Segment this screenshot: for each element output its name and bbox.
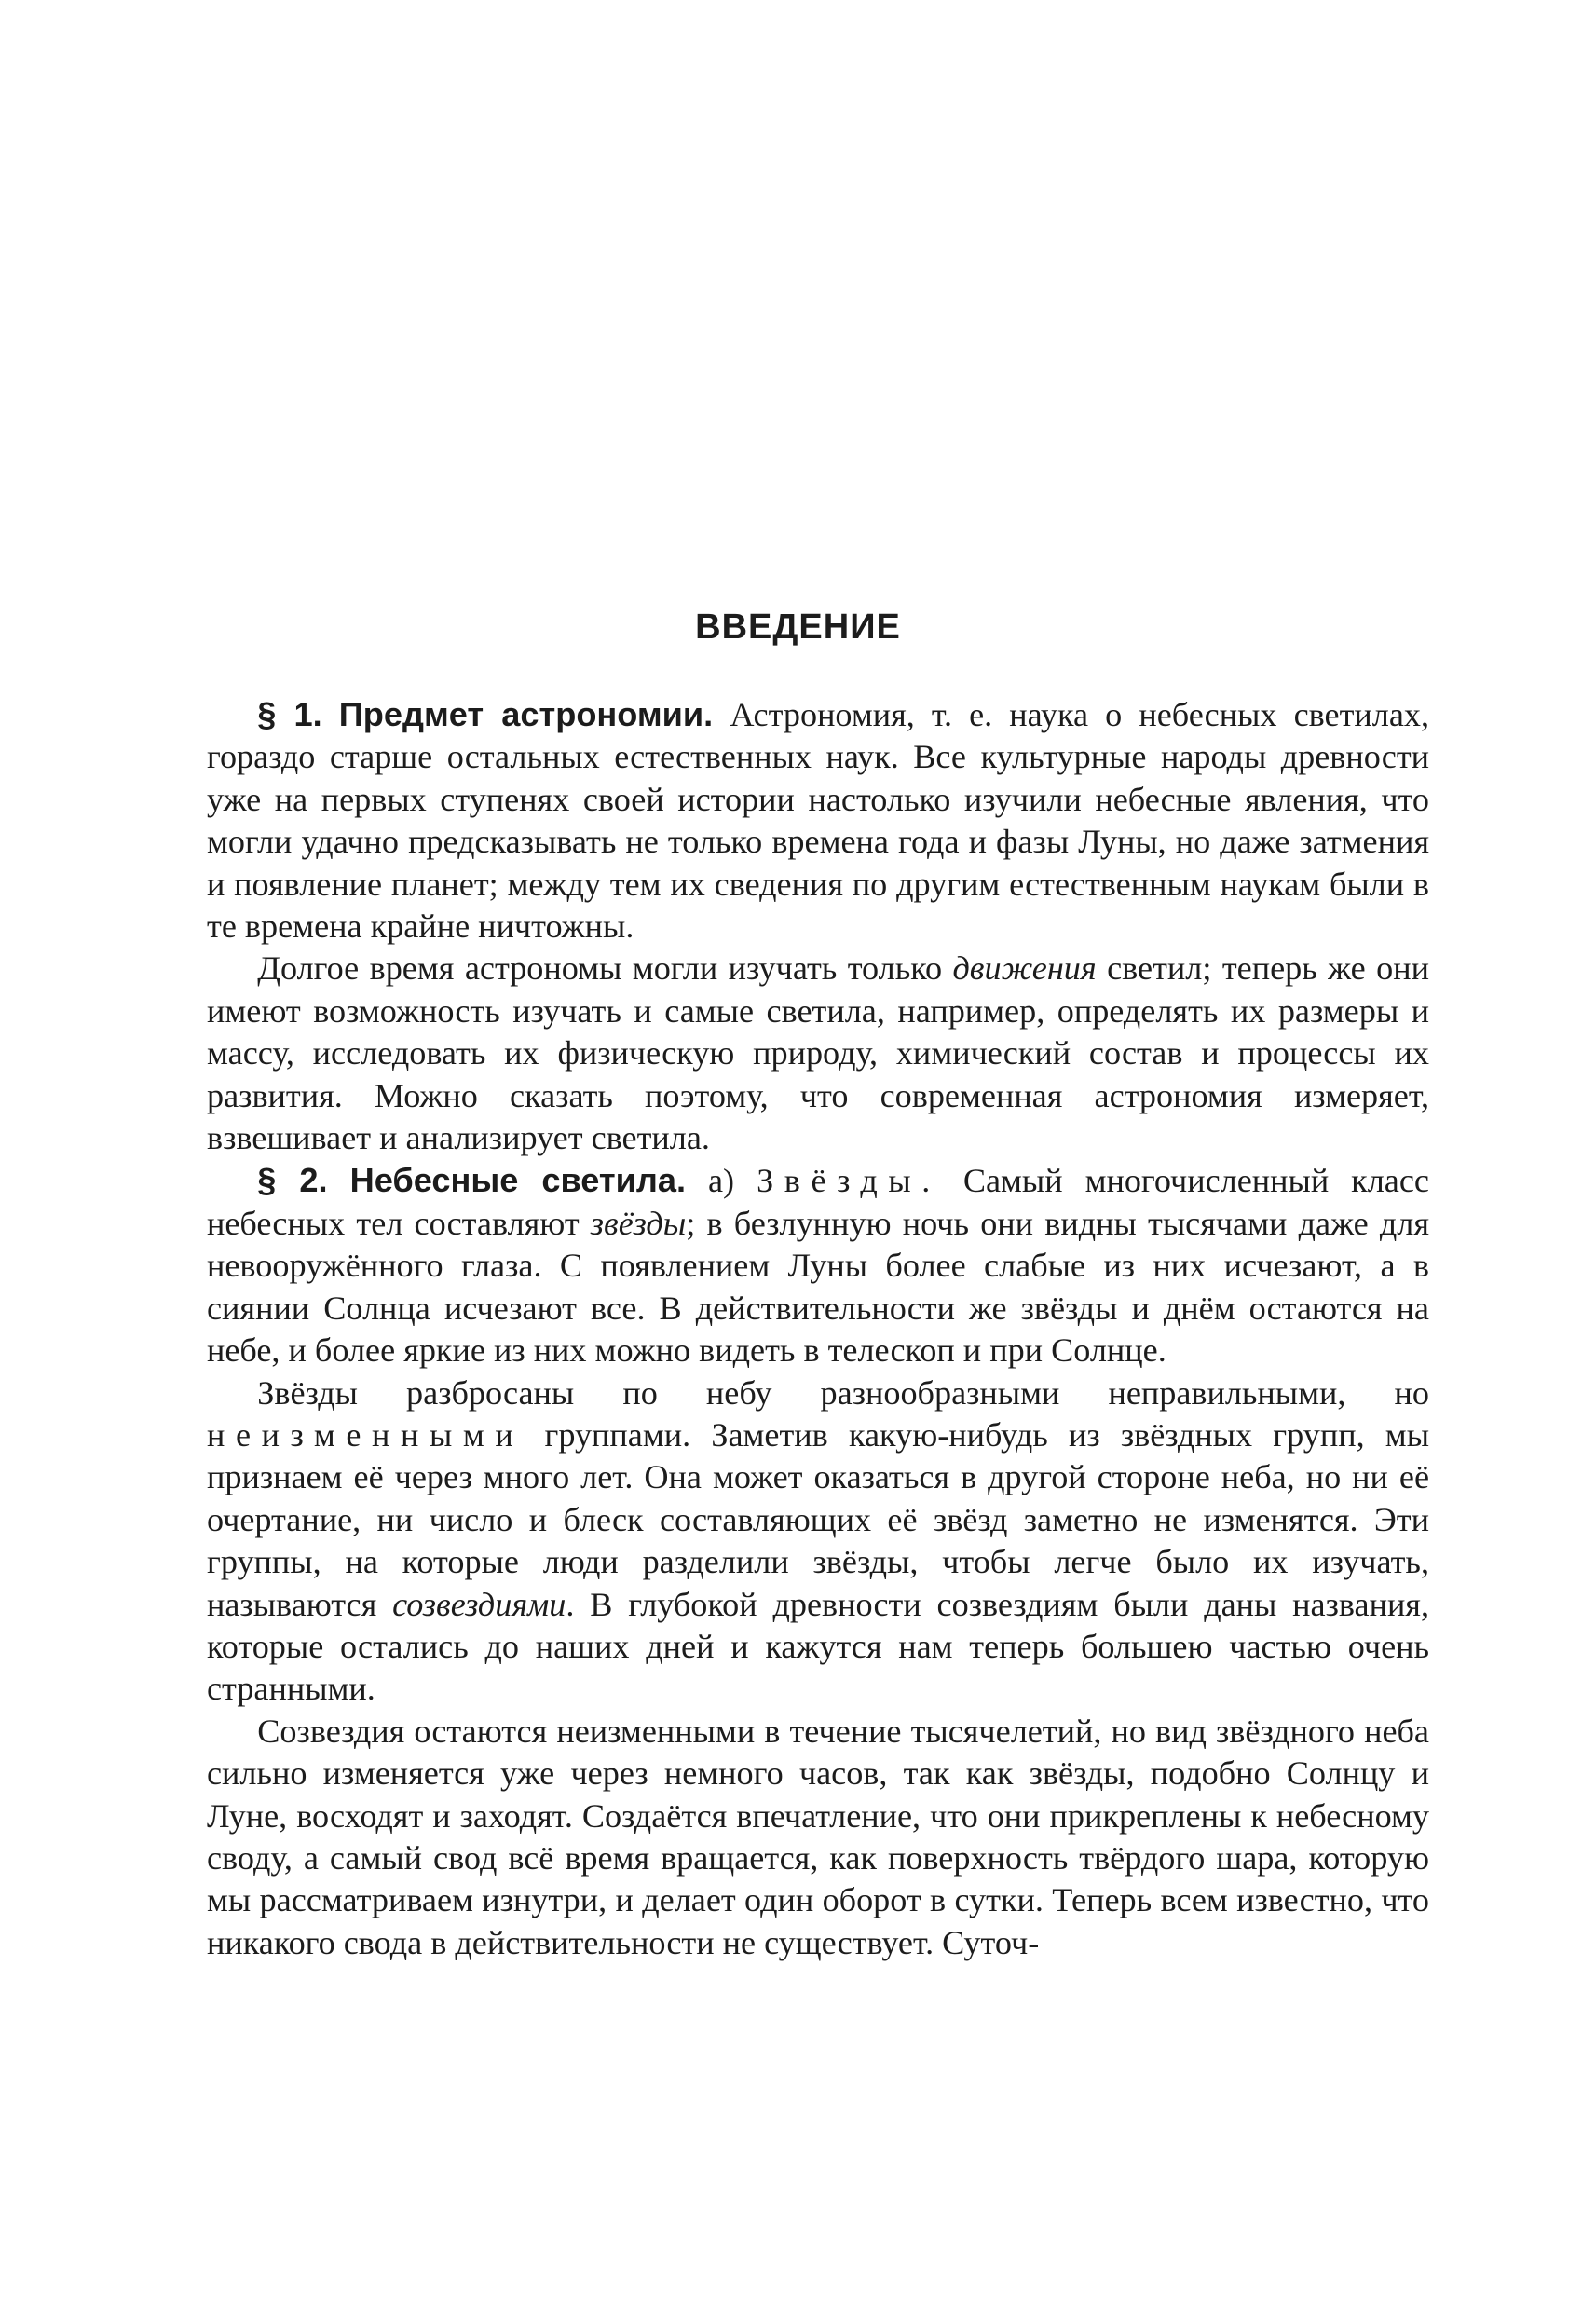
body-text bbox=[207, 693, 1429, 1964]
emphasis-stars: звёзды bbox=[590, 1204, 687, 1242]
section-2-paragraph-2-before: Звёзды разбросаны по небу разнообразными неправильными, но bbox=[257, 1373, 1429, 1412]
section-1-paragraph-2-after: светил; теперь же они имеют возможность изучать и самые светила, например, определять их размеры и массу, исследовать их физическую природу, химический состав и процессы их развития. Можно сказать поэтому, что современная астрономия измеряет, взвешивает и анализирует светила. bbox=[207, 949, 1429, 1157]
section-1-paragraph-1-text: Астрономия, т. е. наука о небесных светилах, гораздо старше остальных естественных наук. Все культурные народы древности уже на первых ступенях своей истории настолько изучили небесные явления, что могли удачно предсказывать не только времена года и фазы Луны, но даже затмения и появление планет; между тем их сведения по другим естественным наукам были в те времена крайне ничтожны. bbox=[207, 696, 1430, 946]
spaced-unchanging: неизменными bbox=[207, 1415, 525, 1454]
subsection-letter: а) bbox=[707, 1162, 735, 1200]
emphasis-constellations: созвездиями bbox=[392, 1585, 566, 1623]
section-1-paragraph-1 bbox=[207, 693, 1429, 948]
section-1-heading: Предмет астрономии. bbox=[338, 695, 714, 733]
section-1-paragraph-2 bbox=[207, 948, 1429, 1159]
chapter-title: ВВЕДЕНИЕ bbox=[695, 607, 901, 647]
subsection-title: Звёзды. bbox=[757, 1162, 941, 1200]
section-2-paragraph-1 bbox=[207, 1159, 1429, 1372]
emphasis-motions: движения bbox=[952, 949, 1097, 988]
section-2-paragraph-1-before: Самый многочисленный класс небесных тел составляют bbox=[207, 1162, 1429, 1242]
section-2-paragraph-2 bbox=[207, 1372, 1429, 1711]
section-2-paragraph-2-after: . В глубокой древности созвездиям были даны названия, которые остались до наших дней и кажутся нам теперь большею частью очень странными. bbox=[207, 1585, 1430, 1708]
section-1-number: § 1. bbox=[257, 695, 322, 733]
section-2-paragraph-2-middle: группами. Заметив какую-нибудь из звёздных групп, мы признаем её через много лет. Она может оказаться в другой стороне неба, но ни её очертание, ни число и блеск составляющих её звёзд заметно не изменятся. Эти группы, на которые люди разделили звёзды, чтобы легче было их изучать, называются bbox=[207, 1415, 1430, 1623]
section-2-paragraph-3-text: Созвездия остаются неизменными в течение тысячелетий, но вид звёздного неба сильно изменяется уже через немного часов, так как звёзды, подобно Солнцу и Луне, восходят и заходят. Создаётся впечатление, что они прикреплены к небесному своду, а самый свод всё время вращается, как поверхность твёрдого шара, которую мы рассматриваем изнутри, и делает один оборот в сутки. Теперь всем известно, что никакого свода в действительности не существует. Суточ- bbox=[207, 1712, 1429, 1961]
section-2-heading: Небесные светила. bbox=[349, 1161, 687, 1200]
section-1-paragraph-2-before: Долгое время астрономы могли изучать только bbox=[257, 949, 943, 988]
section-2-paragraph-3 bbox=[207, 1711, 1429, 1964]
section-2-paragraph-1-after: ; в безлунную ночь они видны тысячами даже для невооружённого глаза. С появлением Луны более слабые из них исчезают, а в сиянии Солнца исчезают все. В действительности же звёзды и днём остаются на небе, и более яркие из них можно видеть в телескоп и при Солнце. bbox=[207, 1204, 1429, 1370]
section-2-number: § 2. bbox=[257, 1161, 328, 1200]
